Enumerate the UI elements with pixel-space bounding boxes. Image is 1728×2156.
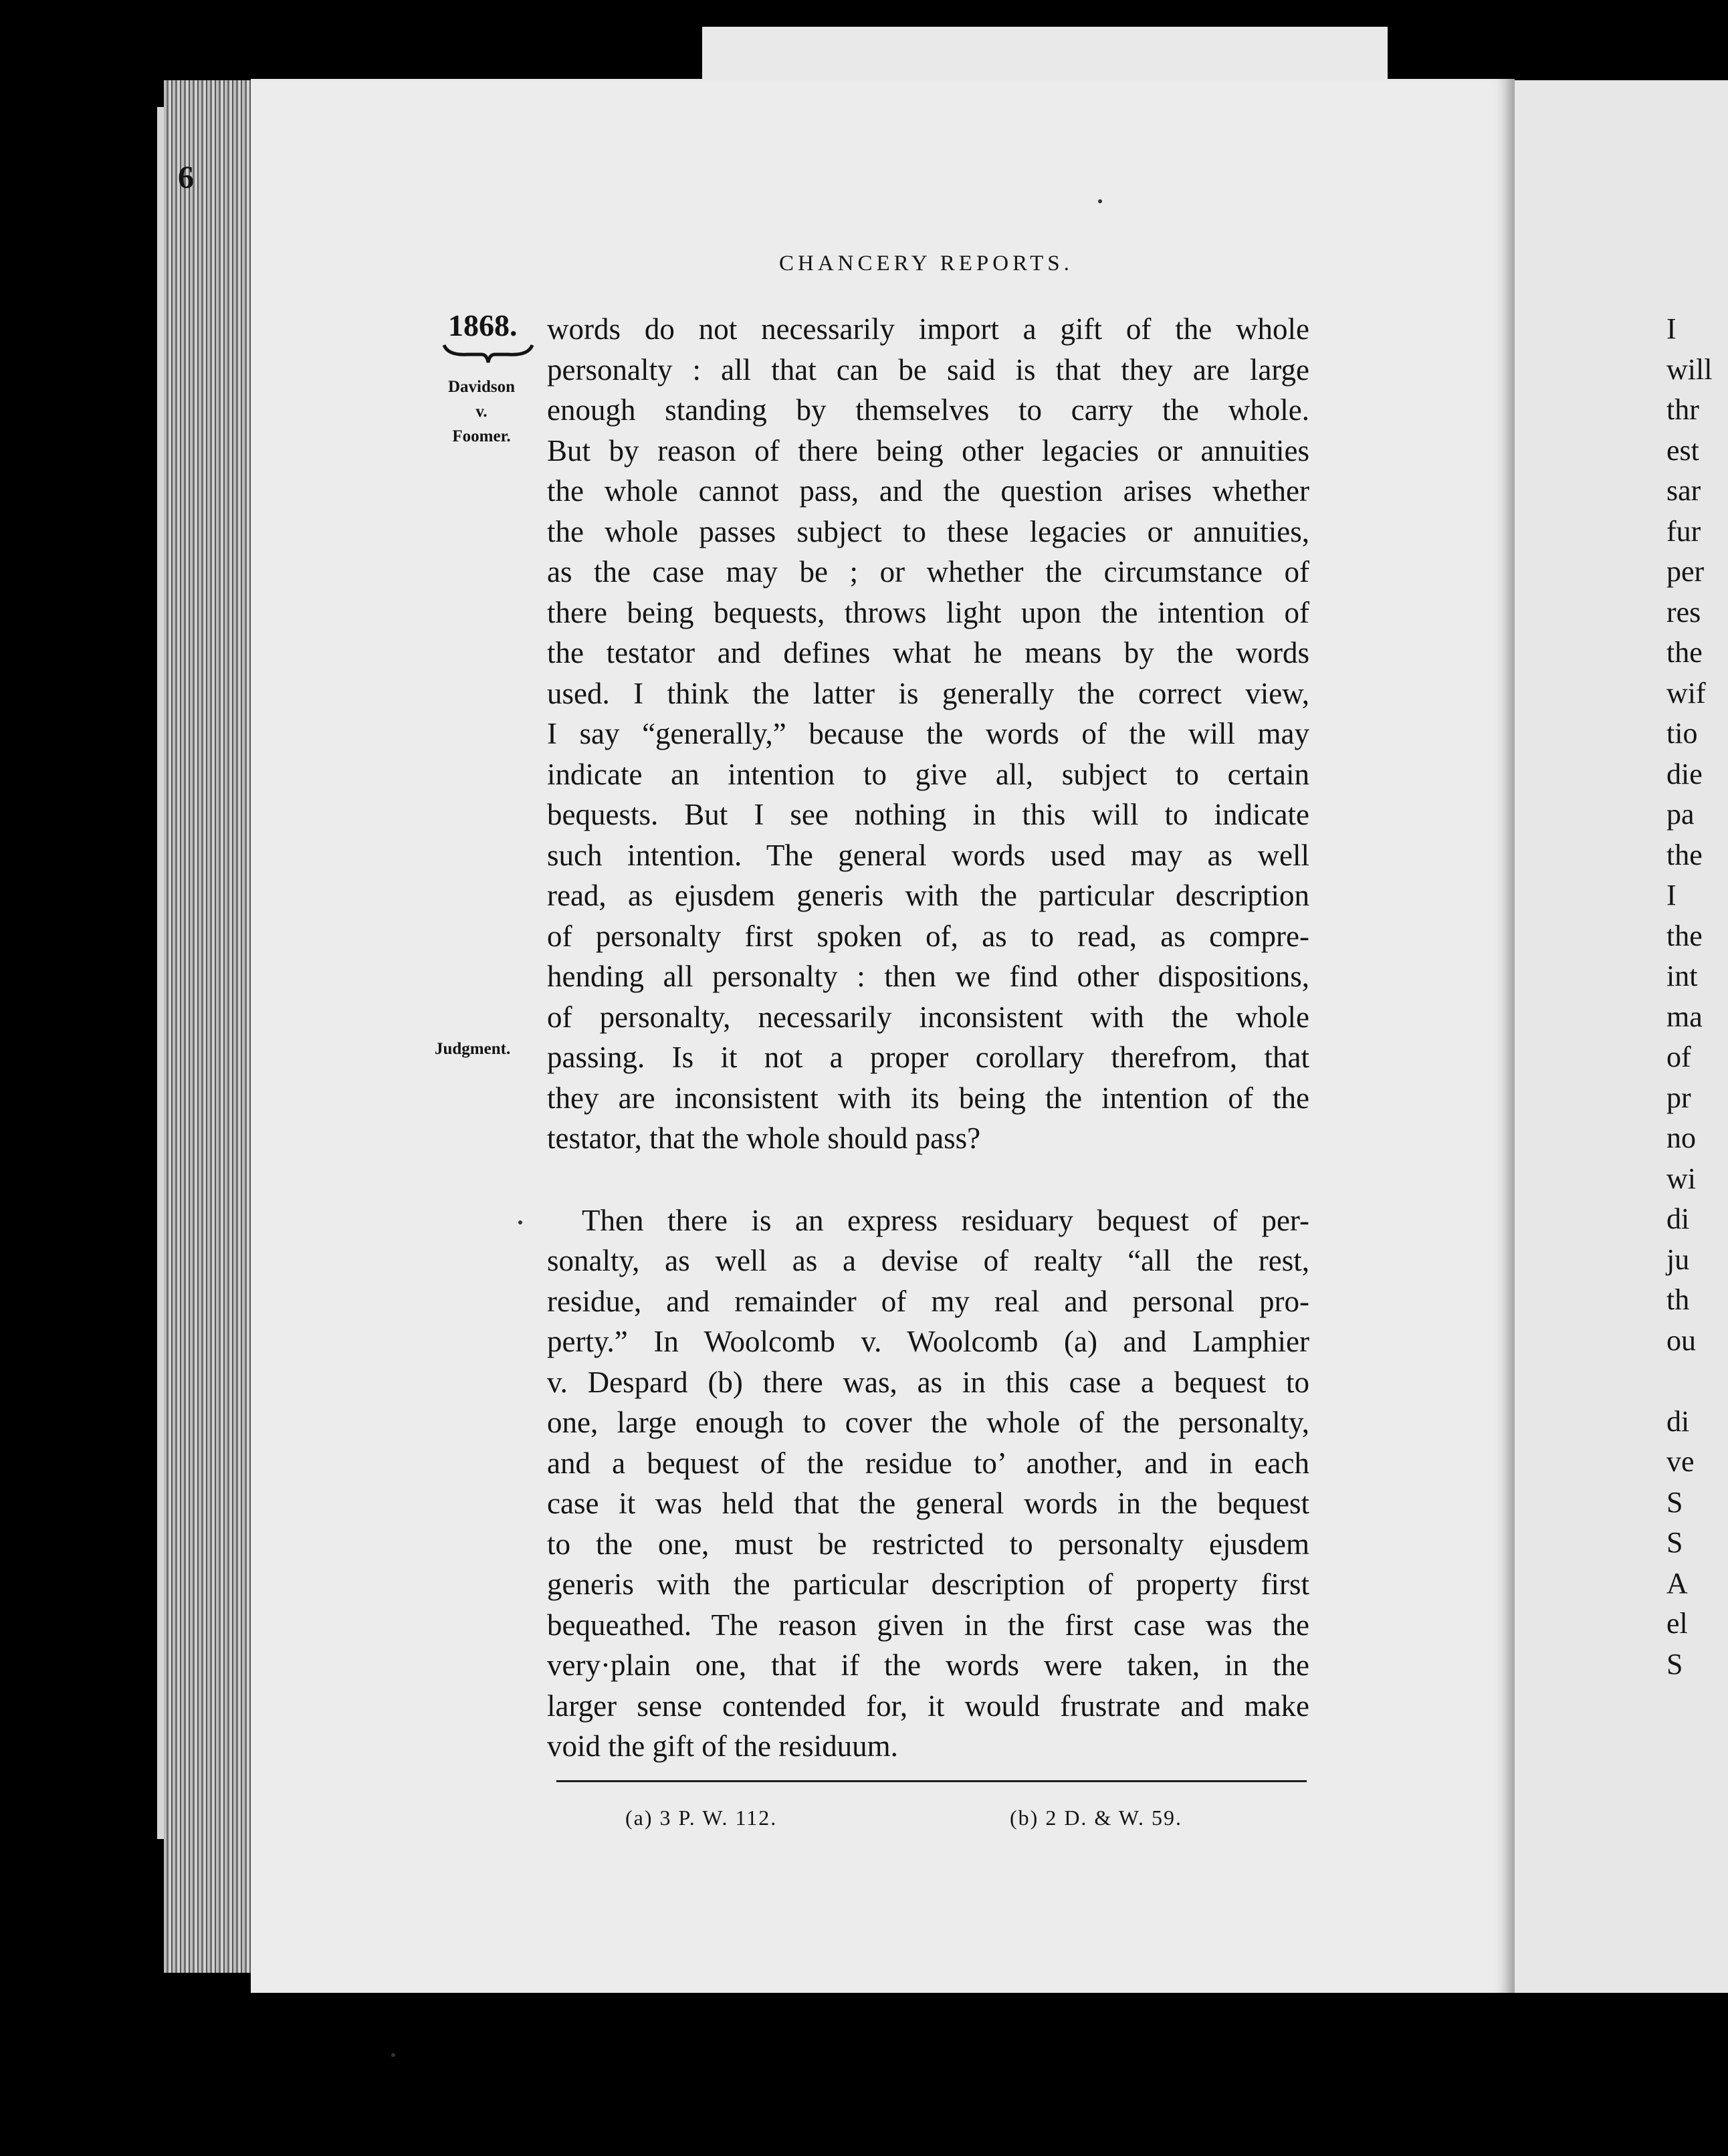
speck: [1098, 199, 1102, 203]
footnote-a: (a) 3 P. W. 112.: [625, 1806, 778, 1830]
text-line: v. Despard (b) there was, as in this case a bequest to: [547, 1365, 1309, 1399]
facing-fragment: die: [1666, 757, 1703, 790]
facing-fragment: di: [1666, 1202, 1690, 1235]
text-line: larger sense contended for, it would frustrate and make: [547, 1689, 1309, 1723]
facing-fragment: the: [1666, 838, 1703, 871]
text-line: one, large enough to cover the whole of the personalty,: [547, 1406, 1309, 1439]
running-head: CHANCERY REPORTS.: [779, 251, 1073, 276]
facing-fragment: res: [1666, 595, 1701, 629]
text-line: there being bequests, throws light upon the intention of: [547, 595, 1309, 629]
paragraph-gap: [547, 1159, 1309, 1200]
footnote-rule: [556, 1780, 1307, 1782]
facing-fragment: di: [1666, 1404, 1690, 1438]
text-line: case it was held that the general words in the bequest: [547, 1487, 1309, 1520]
facing-fragment: the: [1666, 636, 1703, 669]
facing-fragment: pa: [1666, 798, 1695, 831]
text-line: indicate an intention to give all, subject to certain: [547, 757, 1309, 791]
text-line: the whole passes subject to these legacies or annuities,: [547, 514, 1309, 548]
facing-fragment: el: [1666, 1607, 1688, 1640]
paragraph-1: [547, 309, 1309, 1159]
facing-fragment: sar: [1666, 474, 1701, 507]
text-line: as the case may be ; or whether the circumstance of: [547, 555, 1309, 588]
facing-fragment: S: [1666, 1485, 1683, 1519]
margin-case-name: [431, 374, 532, 449]
text-line: perty.” In Woolcomb v. Woolcomb (a) and Lamphier: [547, 1325, 1309, 1358]
speck: [391, 2053, 395, 2057]
footnote-b: (b) 2 D. & W. 59.: [1010, 1806, 1182, 1830]
body-text: [547, 309, 1309, 1767]
text-line: residue, and remainder of my real and personal pro-: [547, 1284, 1309, 1318]
text-line: bequests. But I see nothing in this will to indicate: [547, 798, 1309, 831]
text-line: But by reason of there being other legacies or annuities: [547, 433, 1309, 467]
margin-year: 1868.: [448, 308, 518, 342]
text-line: enough standing by themselves to carry the whole.: [547, 393, 1309, 427]
text-line: they are inconsistent with its being the intention of the: [547, 1081, 1309, 1115]
facing-fragment: I: [1666, 879, 1677, 911]
facing-fragment: per: [1666, 555, 1705, 588]
facing-fragment: est: [1666, 433, 1699, 467]
text-line: read, as ejusdem generis with the particular description: [547, 879, 1309, 912]
facing-fragment: ve: [1666, 1445, 1695, 1478]
text-line: used. I think the latter is generally the correct view,: [547, 676, 1309, 710]
facing-fragment: ou: [1666, 1323, 1696, 1357]
facing-fragment: will: [1666, 352, 1713, 386]
text-line: I say “generally,” because the words of the will may: [547, 717, 1309, 750]
text-line: passing. Is it not a proper corollary therefrom, that: [547, 1041, 1309, 1074]
text-line: words do not necessarily import a gift of the whole: [547, 312, 1309, 346]
facing-fragment: fur: [1666, 514, 1701, 548]
facing-fragment: no: [1666, 1121, 1696, 1154]
facing-fragment: wif: [1666, 676, 1706, 710]
text-line: of personalty, necessarily inconsistent with the whole: [547, 1000, 1309, 1034]
text-line: and a bequest of the residue to’ another, and in each: [547, 1446, 1309, 1480]
case-versus: v.: [475, 403, 488, 421]
speck: [518, 1220, 522, 1224]
text-line: very·plain one, that if the words were taken, in the: [547, 1648, 1309, 1682]
text-line: sonalty, as well as a devise of realty “all the rest,: [547, 1244, 1309, 1277]
facing-fragment: of: [1666, 1041, 1691, 1073]
paragraph-2: [547, 1200, 1309, 1767]
facing-fragment: wi: [1666, 1162, 1696, 1195]
facing-fragment: ju: [1666, 1243, 1690, 1276]
text-line: Then there is an express residuary bequest of per-: [582, 1203, 1309, 1237]
text-line: the testator and defines what he means by the words: [547, 636, 1309, 669]
facing-fragment: S: [1666, 1647, 1683, 1681]
brace-mark: [441, 341, 535, 365]
text-line: personalty : all that can be said is that they are large: [547, 352, 1309, 387]
page-number: 6: [178, 160, 194, 195]
case-party-1: Davidson: [447, 378, 516, 396]
page-edges: [164, 80, 251, 1973]
text-line: of personalty first spoken of, as to read, as compre-: [547, 919, 1309, 953]
text-line: bequeathed. The reason given in the first case was the: [547, 1608, 1309, 1642]
facing-fragment: S: [1666, 1526, 1683, 1559]
facing-fragment: I: [1666, 312, 1677, 345]
text-line: hending all personalty : then we find other dispositions,: [547, 960, 1309, 993]
facing-fragment: tio: [1666, 717, 1698, 750]
facing-fragment: th: [1666, 1283, 1690, 1316]
text-line: to the one, must be restricted to personalty ejusdem: [547, 1527, 1309, 1561]
margin-judgment-label: Judgment.: [435, 1040, 511, 1058]
scan-tab-top: [702, 27, 1388, 80]
facing-fragment: the: [1666, 919, 1703, 952]
facing-fragment: A: [1666, 1566, 1688, 1600]
facing-fragment: int: [1666, 960, 1698, 992]
facing-fragment: thr: [1666, 393, 1699, 426]
text-line: testator, that the whole should pass?: [547, 1121, 981, 1155]
facing-fragment: pr: [1666, 1081, 1691, 1114]
facing-fragment: [1666, 1361, 1712, 1402]
text-line: void the gift of the residuum.: [547, 1729, 898, 1763]
text-line: the whole cannot pass, and the question arises whether: [547, 474, 1309, 508]
case-party-2: Foomer.: [452, 427, 511, 445]
facing-page-text: [1666, 309, 1712, 1685]
facing-fragment: ma: [1666, 1000, 1703, 1033]
text-line: generis with the particular description of property first: [547, 1568, 1309, 1601]
text-line: such intention. The general words used may as well: [547, 838, 1309, 872]
